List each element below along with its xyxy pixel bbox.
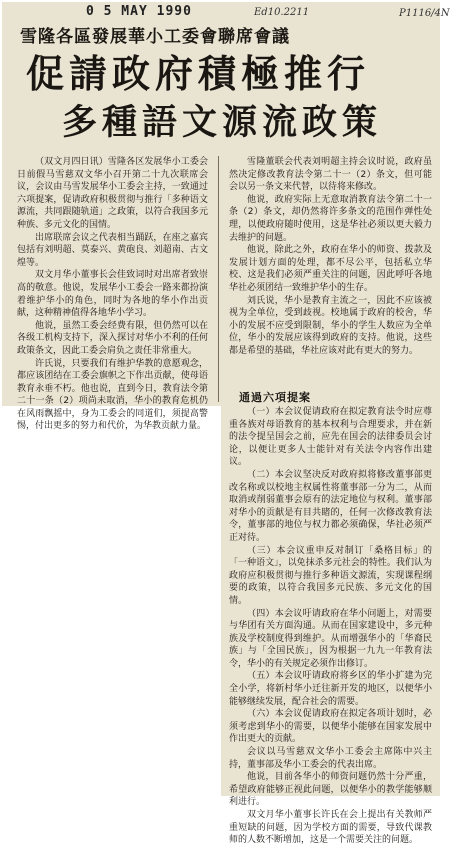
paragraph: 刘氏说，华小是教育主流之一，因此不应该被视为全单位，受到歧视。校地属于政府的校舍，华小的发展不应受到限制，华小的学生人数应为全单位，华小的发展应该得到政府的支持。他说，这些都是希望的基础，华社应该对此有更大的努力。 <box>229 295 432 356</box>
paragraph: 双文月华小董事长许氏在会上提出有关教师严重短缺的问题，因为学校方面的需要，导致代课教师的人数不断增加，这是一个需要关注的问题。 <box>229 810 432 846</box>
date-stamp: 0 5 MAY 1990 <box>86 4 192 19</box>
article-column-left <box>17 156 208 432</box>
headline-sub: 多種語文源流政策 <box>62 102 383 143</box>
paragraph: 他说，虽然工委会经费有限，但仍然可以在各级工机构支持下，深入探讨对华小不利的任何政策条文，因此工委会肩负之责任非常重大。 <box>17 320 208 356</box>
article-column-right-top <box>229 156 432 386</box>
article-column-right-bottom <box>229 406 432 846</box>
paragraph: 许氏说，只要我们有维护华教的意愿观念，都应该团结在工委会旗帜之下作出贡献，使母语教育永垂不朽。他也说，直到今日，教育法令第二十一条（2）项尚未取消，华小的教育危机仍在风雨飘摇中，身为工委会的同道们，须提高警惕，付出更多的努力和代价，为华教贡献力量。 <box>17 358 208 432</box>
paragraph: 雪隆董联会代表刘明超主持会议时说，政府虽然决定修改教育法令第二十一（2）条文，但可能会以另一条文来代替，以待将来修改。 <box>229 157 432 193</box>
paragraph: （一）本会议促请政府在拟定教育法令时应尊重各族对母语教育的基本权利与合理要求，并在新的法令提呈国会之前，应先在国会的法律委员会讨论，以便让更多人士能针对有关法令内容作出建议。 <box>229 407 432 468</box>
handwritten-reference-code: Ed10.2211 <box>254 7 310 18</box>
paragraph: 他说，除此之外，政府在华小的师资、拨款及发展计划方面的处理，都不尽公平，包括私立华校、这是我们必须严重关注的问题，因此呼吁各地华社必须团结一致维护华小的生存。 <box>229 245 432 293</box>
paragraph: （五）本会议吁请政府将乡区的华小扩建为完全小学，将新村华小迁往新开发的地区，以便华小能够继续发展，配合社会的需要。 <box>229 671 432 707</box>
paragraph: （六）本会议促请政府在拟定各项计划时，必须考虑到华小的需要，以便华小能够在国家发展中作出更大的贡献。 <box>229 709 432 745</box>
headline-main: 促請政府積極推行 <box>26 51 371 96</box>
paragraph: 出席联席会议之代表相当踊跃，在座之嘉宾包括有刘明超、莫泰兴、黄砲良、刘超南、古文煌等。 <box>17 232 208 268</box>
paragraph: 他说，政府实际上无意取消教育法令第二十一条（2）条文，却仍然将许多条文的范围作弹性处理，以便政府随时使用，这是华社必须以更大毅力去维护的问题。 <box>229 194 432 243</box>
paragraph: （四）本会议吁请政府在华小问题上，对需要与华团有关方面沟通。从而在国家建设中，多元种族及学校制度得到维护。从而增强华小的「华裔民族」与「全国民族」，因为根据一九九一年教育法令，华小的有关规定必须作出修订。 <box>229 608 432 669</box>
column-divider <box>218 156 219 402</box>
handwritten-page-reference: P1116/4N <box>399 8 450 19</box>
headline-kicker: 雪隆各區發展華小工委會聯席會議 <box>20 27 290 47</box>
paragraph: 双文月华小董事长会佳致词时对出席者致崇高的敬意。他说，发展华小工委会一路来都扮演着维护华小的角色，同时为各地的华小作出贡献，这种精神值得各地华小学习。 <box>17 270 208 319</box>
paragraph: 会议以马雪慈双文华小工委会主席陈中兴主持，董事部及华小工委会的代表出席。 <box>229 747 432 770</box>
paragraph: （双文月四日讯）雪隆各区发展华小工委会日前假马雪慈双文华小召开第二十九次联席会议，会议由马雪发展华小工委会主持，一致通过六项提案，促请政府积极贯彻与推行「多种语文源流，共同跟随轨道」之政策，以符合我国多元种族、多元文化的国情。 <box>17 157 208 230</box>
section-subheading: 通過六項提案 <box>239 391 311 404</box>
paragraph: 他说，目前各华小的师资问题仍然十分严重，希望政府能够正视此问题，以便华小的教学能够顺利进行。 <box>229 772 432 808</box>
paragraph: （三）本会议重申反对制订「桑格目标」的「一种语文」，以免抹杀多元社会的特性。我们认为政府应积极贯彻与推行多种语文源流，实现课程纲要的政策，以符合我国多元民族、多元文化的国情。 <box>229 545 432 606</box>
paragraph: （二）本会议坚决反对政府拟将修改董事部更改名称或以校地主权属性将董事部一分为二，从而取消或削弱董事会原有的法定地位与权利。董事部对华小的贡献是有目共睹的，任何一次修改教育法令，董事部的地位与权力都必须确保，华社必须严正对待。 <box>229 469 432 543</box>
